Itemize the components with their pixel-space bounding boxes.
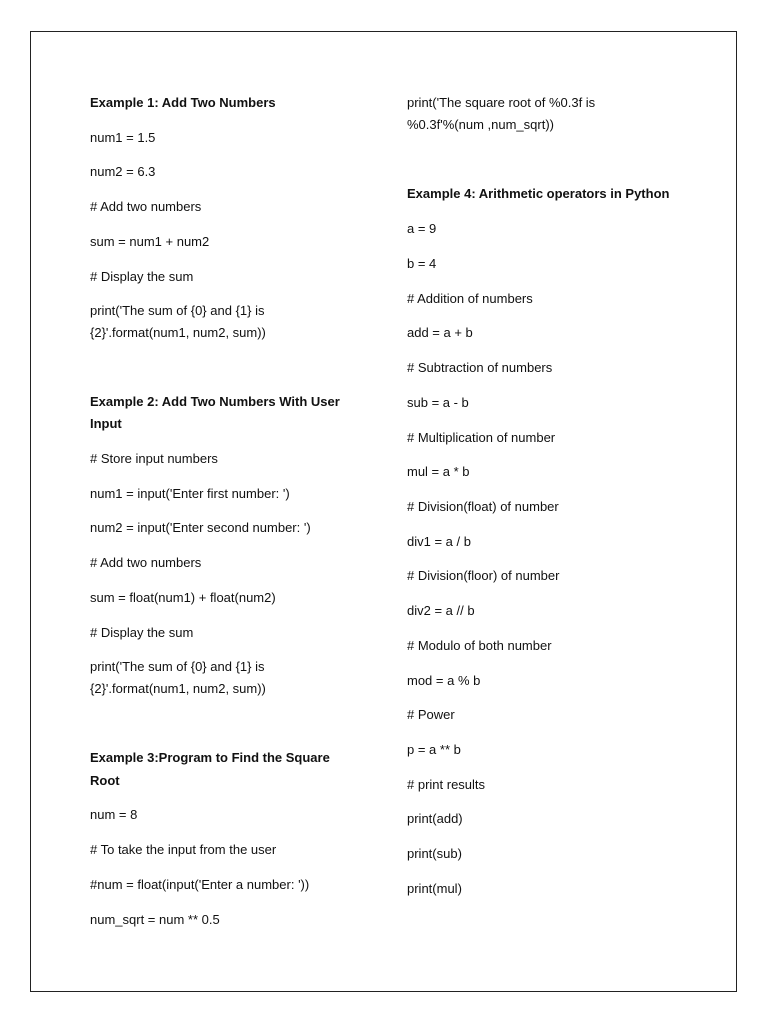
document-page (30, 31, 737, 992)
code-line: sum = float(num1) + float(num2) (90, 590, 276, 605)
code-line: mod = a % b (407, 673, 481, 688)
code-line: div1 = a / b (407, 534, 471, 549)
code-comment: # Power (407, 707, 455, 722)
example-4-heading: Example 4: Arithmetic operators in Python (407, 186, 670, 201)
code-line: num2 = input('Enter second number: ') (90, 520, 311, 535)
code-line: num2 = 6.3 (90, 164, 156, 179)
code-line: a = 9 (407, 221, 437, 236)
code-line: print(add) (407, 811, 463, 826)
code-comment: # Multiplication of number (407, 430, 556, 445)
example-2-heading: Example 2: Add Two Numbers With User (90, 394, 340, 409)
code-line: print('The square root of %0.3f is (407, 95, 596, 110)
code-comment: # To take the input from the user (90, 842, 277, 857)
code-line: p = a ** b (407, 742, 461, 757)
code-line: print(mul) (407, 881, 462, 896)
code-line: num1 = input('Enter first number: ') (90, 486, 290, 501)
code-line: {2}'.format(num1, num2, sum)) (90, 325, 266, 340)
code-comment: # Store input numbers (90, 451, 218, 466)
code-line: b = 4 (407, 256, 437, 271)
code-line: num_sqrt = num ** 0.5 (90, 912, 220, 927)
code-comment: #num = float(input('Enter a number: ')) (90, 877, 310, 892)
example-3-heading: Example 3:Program to Find the Square (90, 750, 330, 765)
example-2-heading-cont: Input (90, 416, 122, 431)
code-comment: # Division(float) of number (407, 499, 559, 514)
code-comment: # Division(floor) of number (407, 568, 560, 583)
code-line: {2}'.format(num1, num2, sum)) (90, 681, 266, 696)
example-3-heading-cont: Root (90, 773, 120, 788)
code-comment: # print results (407, 777, 486, 792)
right-column (31, 32, 738, 991)
code-line: sub = a - b (407, 395, 469, 410)
code-line: print('The sum of {0} and {1} is (90, 659, 265, 674)
code-comment: # Add two numbers (90, 199, 202, 214)
code-line: div2 = a // b (407, 603, 475, 618)
code-line: sum = num1 + num2 (90, 234, 210, 249)
code-comment: # Add two numbers (90, 555, 202, 570)
code-comment: # Display the sum (90, 269, 194, 284)
code-line: num1 = 1.5 (90, 130, 156, 145)
code-line: mul = a * b (407, 464, 470, 479)
code-line: add = a + b (407, 325, 473, 340)
example-1-heading: Example 1: Add Two Numbers (90, 95, 276, 110)
code-line: num = 8 (90, 807, 138, 822)
code-comment: # Modulo of both number (407, 638, 552, 653)
code-line: %0.3f'%(num ,num_sqrt)) (407, 117, 554, 132)
code-comment: # Addition of numbers (407, 291, 533, 306)
code-comment: # Display the sum (90, 625, 194, 640)
code-comment: # Subtraction of numbers (407, 360, 553, 375)
code-line: print(sub) (407, 846, 462, 861)
code-line: print('The sum of {0} and {1} is (90, 303, 265, 318)
